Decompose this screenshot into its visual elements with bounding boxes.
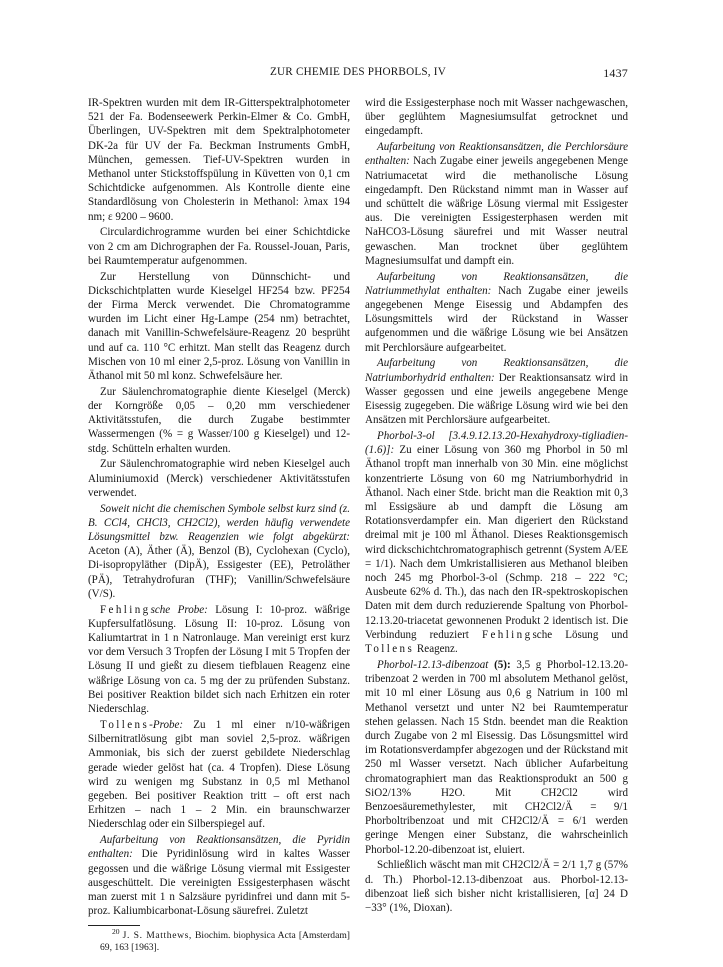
dibenzoat-text: 3,5 g Phorbol-12.13.20-tribenzoat 2 werden in 700 ml absolutem Methanol gelöst, mit 10 ml einer Lösung aus 0,6 g Natrium in 100 ml Methanol versetzt und unter N2 bei Raumtemperatur stehen gelassen. Nach 15 Stdn. beendet man die Reaktion durch Zugabe von 2 ml Eisessig. Das Lösungsmittel wird im Rotationsverdampfer abgezogen und der Rückstand mit 250 ml Wasser versetzt. Nach üblicher Aufarbeitung chromatographiert man das Reaktionsprodukt an 500 g SiO2/13% H2O. Mit CH2Cl2 wird Benzoesäuremethylester, mit CH2Cl2/Ä = 9/1 Phorboltribenzoat und mit CH2Cl2/Ä = 6/1 werden geringe Mengen einer Substanz, die wahrscheinlich Phorbol-12.20-dibenzoat ist, eluiert. <box>365 658 629 856</box>
perchlorsaeure-text: Nach Zugabe einer jeweils angegebenen Menge Natriumacetat wird die methanolische Lösung eingedampft. Den Rückstand nimmt man in Wasser auf und schüttelt die wäßrige Lösung viermal mit Essigester aus. Die vereinigten Essigesterphasen werden mit NaHCO3-Lösung säurefrei und mit Wasser neutral gewaschen. Man trocknet über geglühtem Magnesiumsulfat und dampft ein. <box>365 155 628 267</box>
paragraph-spectra: IR-Spektren wurden mit dem IR-Gitterspektralphotometer 521 der Fa. Bodenseewerk Perkin-Elmer & Co. GmbH, Überlingen, UV-Spektren mit dem Spektralphotometer DK-2a für UV der Fa. Beckman Instruments GmbH, München, gemessen. Tief-UV-Spektren wurden in Methanol unter Stickstoffspülung in Küvetten von 0,1 cm Schichtdicke aufgenommen. Als Kontrolle diente eine Standardlösung von Cholesterin in Methanol: λmax 194 nm; ε 9200 – 9600. <box>88 97 350 223</box>
paragraph-natriumborhydrid-workup <box>365 356 628 427</box>
abbreviations-intro: Soweit nicht die chemischen Symbole selbst kurz sind (z. B. CCl4, CHCl3, CH2Cl2), werden häufig verwendete Lösungsmittel bzw. Reagenzien wie folgt abgekürzt: <box>88 502 350 544</box>
page-number: 1437 <box>603 66 628 80</box>
fehling-name-inline: Fehling <box>481 628 533 641</box>
footnote-20 <box>88 927 350 954</box>
fehling-name: Fehling <box>100 603 151 616</box>
footnote-reference: Biochim. biophysica Acta [Amsterdam] 69, 163 [1963]. <box>100 930 350 954</box>
paragraph-phorbol-3-ol <box>365 429 628 656</box>
running-title: ZUR CHEMIE DES PHORBOLS, IV <box>269 66 447 78</box>
phorbol-3-ol-text: Zu einer Lösung von 360 mg Phorbol in 50 ml Äthanol tropft man innerhalb von 30 Min. eine möglichst konzentrierte Lösung von 60 mg Natriumborhydrid in Äthanol. Nach einer Stde. bricht man die Reaktion mit 0,3 ml Essigsäure ab und dampft die Lösung am Rotationsverdampfer ein. Man digeriert den Rückstand dreimal mit je 100 ml Äthanol. Dieses Reaktionsgemisch wird dickschichtchromatographisch getrennt (System A/EE = 1/1). Nach dem Umkristallisieren aus Methanol bleiben noch 245 mg Phorbol-3-ol (Schmp. 218 – 222 °C; Ausbeute 62% d. Th.), das nach den IR-spektroskopischen Daten mit dem durch reduzierende Spaltung von Phorbol-12.13.20-triacetat gewonnenen Produkt 2 identisch ist. Die Verbindung reduziert <box>365 444 628 641</box>
right-column <box>365 96 628 917</box>
paragraph-column-chromatography: Zur Säulenchromatographie diente Kieselgel (Merck) der Korngröße 0,05 – 0,20 mm verschiedener Aktivitätsstufen, die durch Zugabe bestimmter Wassermengen (% = g Wasser/100 g Kieselgel) und 12-stdg. Schütteln erhalten wurden. <box>88 385 350 455</box>
paragraph-dibenzoat <box>365 658 628 857</box>
paragraph-fehling-test <box>88 603 350 717</box>
footnote-author: J. S. Matthews, <box>122 930 192 942</box>
dibenzoat-heading: Phorbol-12.13-dibenzoat <box>377 658 489 671</box>
tollens-name-inline: Tollens <box>365 643 415 656</box>
fehling-label: sche Probe: <box>150 603 208 616</box>
paragraph-natriummethylat-workup <box>365 270 628 355</box>
paragraph-alumina: Zur Säulenchromatographie wird neben Kieselgel auch Aluminiumoxid (Merck) verschiedener Aktivitätsstufen verwendet. <box>88 458 350 499</box>
phorbol-3-ol-end: Reagenz. <box>414 643 458 656</box>
natriumborhydrid-heading: Aufarbeitung von Reaktionsansätzen, die Natriumborhydrid enthalten: <box>365 357 628 384</box>
left-column <box>88 96 350 956</box>
natriummethylat-text: Nach Zugabe einer jeweils angegebenen Menge Eisessig und Abdampfen des Lösungsmittels wird der Rückstand in Wasser aufgenommen und die wäßrige Lösung wie bei Ansätzen mit Perchlorsäure aufgearbeitet. <box>365 284 628 354</box>
paragraph-dibenzoat-final: Schließlich wäscht man mit CH2Cl2/Ä = 2/1 1,7 g (57% d. Th.) Phorbol-12.13-dibenzoat aus. Phorbol-12.13-dibenzoat ließ sich bisher nicht kristallisieren, [α] 24 D −33° (1%, Dioxan). <box>365 859 628 914</box>
tollens-label: -Probe: <box>149 718 184 731</box>
paragraph-tollens-test <box>88 718 350 832</box>
perchlorsaeure-heading: Aufarbeitung von Reaktionsansätzen, die Perchlorsäure enthalten: <box>365 141 628 168</box>
tollens-text: Zu 1 ml einer n/10-wäßrigen Silbernitratlösung gibt man soviel 2,5-proz. wäßrigen Ammoniak, bis sich der zuerst gebildete Niederschlag gerade wieder gelöst hat (ca. 4 Tropfen). Diese Lösung wird zu wenigen mg Substanz in 0,5 ml Methanol gegeben. Bei positiver Reaktion tritt – oft erst nach Erhitzen – nach 1 – 2 Min. ein braunschwarzer Niederschlag oder ein Silberspiegel auf. <box>88 718 350 831</box>
natriumborhydrid-text: Der Reaktionsansatz wird in Wasser gegossen und eine jeweils angegebene Menge Eisessig zugegeben. Die wäßrige Lösung wird wie bei den Ansätzen mit Perchlorsäure aufgearbeitet. <box>365 371 628 427</box>
phorbol-3-ol-heading: Phorbol-3-ol [3.4.9.12.13.20-Hexahydroxy-tigliadien-(1.6)]: <box>365 430 628 457</box>
natriummethylat-heading: Aufarbeitung von Reaktionsansätzen, die Natriummethylat enthalten: <box>365 270 628 297</box>
paragraph-tlc: Zur Herstellung von Dünnschicht- und Dickschichtplatten wurde Kieselgel HF254 bzw. PF254 der Firma Merck verwendet. Die Chromatogramme wurden im Licht einer Hg-Lampe (254 nm) betrachtet, danach mit Vanillin-Schwefelsäure-Reagenz 20 besprüht und auf ca. 110 °C erhitzt. Man stellt das Reagenz durch Mischen von 10 ml einer 2,5-proz. Lösung von Vanillin in Äthanol mit 50 ml konz. Schwefelsäure her. <box>88 270 350 383</box>
paragraph-pyridin-workup <box>88 833 350 918</box>
paragraph-perchlorsaeure-workup <box>365 140 628 268</box>
abbreviations-list: Aceton (A), Äther (Ä), Benzol (B), Cyclohexan (Cyclo), Di-isopropyläther (DipÄ), Essigester (EE), Petroläther (PÄ), Tetrahydrofuran (THF); Vanillin/Schwefelsäure (V/S). <box>88 545 350 600</box>
fehling-text: Lösung I: 10-proz. wäßrige Kupfersulfatlösung. Lösung II: 10-proz. Lösung von Kaliumtartrat in 1 n Natronlauge. Man vereinigt erst kurz vor dem Versuch 3 Tropfen der Lösung I mit 5 Tropfen der Lösung II und gießt zu diesem tiefblauen Reagenz eine wäßrige Lösung von ca. 5 mg der zu prüfenden Substanz. Bei positiver Reaktion bildet sich nach Erhitzen ein roter Niederschlag. <box>88 603 351 716</box>
footnote-number: 20 <box>112 927 120 937</box>
compound-number: (5): <box>488 658 511 671</box>
paragraph-abbreviations <box>88 502 350 601</box>
running-header <box>88 66 628 82</box>
pyridin-heading: Aufarbeitung von Reaktionsansätzen, die Pyridin enthalten: <box>88 834 350 861</box>
paragraph-continuation: wird die Essigesterphase noch mit Wasser nachgewaschen, über geglühtem Magnesiumsulfat getrocknet und eingedampft. <box>365 97 628 138</box>
phorbol-3-ol-mid: sche Lösung und <box>532 628 628 641</box>
pyridin-text: Die Pyridinlösung wird in kaltes Wasser gegossen und die wäßrige Lösung viermal mit Essigester ausgeschüttelt. Die vereinigten Essigesterphasen wäscht man zuerst mit 1 n Salzsäure pyridinfrei und dann mit 5-proz. Kaliumbicarbonat-Lösung säurefrei. Zuletzt <box>88 848 350 918</box>
tollens-name: Tollens <box>100 718 150 731</box>
paragraph-dichrograms: Circulardichrogramme wurden bei einer Schichtdicke von 2 cm am Dichrographen der Fa. Roussel-Jouan, Paris, bei Raumtemperatur aufgenommen. <box>88 226 350 267</box>
